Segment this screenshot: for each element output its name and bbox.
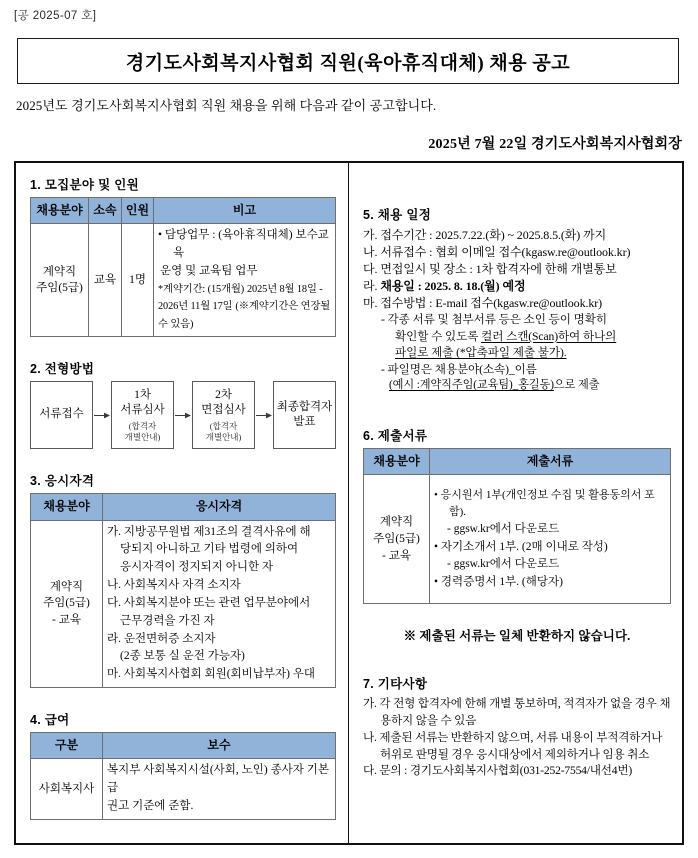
schedule-item-a-label: 가.	[363, 228, 378, 242]
section-1-heading: 1. 모집분야 및 인원	[30, 178, 139, 192]
pay-line-1: 복지부 사회복지시설(사회, 노인) 종사자 기본급	[107, 764, 329, 795]
eligibility-item-d-cont: (2종 보통 실 운전 가능자)	[120, 650, 245, 663]
left-column	[16, 163, 348, 843]
schedule-item-e	[363, 295, 671, 312]
process-flowchart	[30, 381, 336, 449]
flow-step-2-sub2: 개별안내)	[124, 431, 161, 442]
field-line-3: - 교육	[382, 549, 411, 562]
section-5	[363, 205, 671, 394]
flow-step-document-review	[111, 381, 174, 449]
schedule-list	[363, 227, 671, 394]
note-line-1: • 담당업무 : (육아휴직대체) 보수교육	[158, 229, 329, 260]
flow-step-2-title: 1차	[134, 388, 151, 401]
schedule-item-d	[363, 278, 671, 295]
col-notes: 비고	[154, 198, 336, 224]
field-line-2: 주임(5급)	[43, 597, 90, 610]
return-notice: ※ 제출된 서류는 일체 반환하지 않습니다.	[403, 629, 631, 644]
document-item-1: • 응시원서 1부(개인정보 수집 및 활용동의서 포함).	[434, 488, 655, 518]
col-pay: 보수	[103, 732, 336, 758]
flow-step-3-line2: 면접심사	[201, 404, 246, 417]
table-row	[31, 520, 336, 687]
schedule-sub-5-underlined: (예시 :계약직주임(교육팀)_홍길동)	[389, 378, 554, 391]
col-field: 채용분야	[31, 198, 89, 224]
col-field: 채용분야	[31, 494, 103, 520]
eligibility-item-c: 다. 사회복지분야 또는 관련 업무분야에서	[107, 596, 311, 609]
document-item-1-sub: - ggsw.kr에서 다운로드	[447, 522, 560, 535]
other-matters-list	[363, 696, 671, 780]
eligibility-item-b: 나. 사회복지사 자격 소지자	[107, 579, 241, 592]
cell-category: 사회복지사	[31, 759, 103, 819]
other-item-a: 가. 각 전형 합격자에 한해 개별 통보하며, 적격자가 없을 경우 채용하지 않을 수 있음	[363, 697, 671, 728]
spacer	[30, 690, 336, 710]
document-item-2-sub: - ggsw.kr에서 다운로드	[447, 558, 560, 571]
schedule-sub-2-underlined: 컬러 스캔(Scan)하여 하나의	[481, 329, 617, 343]
arrow-right-icon-1	[93, 411, 111, 420]
eligibility-item-c-cont: 근무경력을 가진 자	[120, 614, 215, 627]
flow-step-3-sub2: 개별안내)	[205, 431, 242, 442]
schedule-sub-1: - 각종 서류 및 첨부서류 등은 소인 등이 명확히	[381, 313, 607, 327]
note-line-4: 2025년 8월 18일 - 2026년 11월 17일	[158, 283, 323, 313]
spacer	[30, 339, 336, 359]
field-line-2: 주임(5급)	[36, 282, 83, 295]
flow-step-final-result	[273, 381, 336, 449]
required-documents-table	[363, 448, 671, 604]
cell-eligibility	[103, 520, 336, 687]
schedule-item-d-label: 라.	[363, 279, 378, 294]
title-box	[17, 38, 679, 84]
recruitment-table	[30, 197, 336, 337]
flow-step-application	[30, 381, 93, 449]
cell-field	[364, 475, 430, 604]
document-item-3: • 경력증명서 1부. (해당자)	[434, 576, 563, 589]
schedule-item-c-label: 다.	[363, 262, 378, 277]
schedule-sub-2	[363, 329, 671, 345]
schedule-item-e-text: 접수방법 : E-mail 접수(kgasw.re@outlook.kr)	[380, 296, 603, 311]
schedule-sub-3	[363, 345, 671, 361]
schedule-item-e-label: 마.	[363, 296, 378, 311]
col-dept: 소속	[89, 198, 122, 224]
field-line-2: 주임(5급)	[373, 532, 420, 545]
issuer-line: 2025년 7월 22일 경기도사회복지사협회장	[428, 137, 682, 152]
col-documents: 제출서류	[430, 448, 671, 474]
field-line-1: 계약직	[49, 580, 84, 593]
flow-step-3-sub1: (합격자	[209, 420, 238, 431]
arrow-right-icon-2	[174, 411, 192, 420]
section-4	[30, 710, 336, 820]
flow-step-2-sub1: (합격자	[128, 420, 157, 431]
table-row	[364, 475, 671, 604]
schedule-item-c-text: 면접일시 및 장소 : 1차 합격자에 한해 개별통보	[380, 262, 617, 277]
other-item-b: 나. 제출된 서류는 반환하지 않으며, 서류 내용이 부적격하거나 허위로 판명될 경우 응시대상에서 제외하거나 임용 취소	[363, 730, 663, 761]
arrow-right-icon-3	[255, 411, 273, 420]
cell-pay	[103, 759, 336, 819]
table-header-row	[31, 494, 336, 520]
eligibility-item-e: 마. 사회복지사협회 회원(회비납부자) 우대	[107, 668, 316, 681]
table-header-row	[31, 732, 336, 758]
cell-field	[31, 520, 103, 687]
flow-step-1-title: 서류접수	[39, 408, 84, 421]
cell-notes	[154, 224, 336, 337]
section-1	[30, 175, 336, 337]
schedule-item-a	[363, 227, 671, 244]
schedule-item-a-text: 접수기간 : 2025.7.22.(화) ~ 2025.8.5.(화) 까지	[380, 228, 607, 242]
section-3	[30, 471, 336, 688]
flow-step-4-title: 최종합격자	[276, 400, 333, 413]
col-count: 인원	[122, 198, 154, 224]
schedule-item-b-text: 서류접수 : 협회 이메일 접수(kgasw.re@outlook.kr)	[380, 245, 631, 260]
eligibility-item-a: 가. 지방공무원법 제31조의 결격사유에 해	[107, 525, 311, 538]
col-eligibility: 응시자격	[103, 494, 336, 520]
field-line-1: 계약직	[379, 516, 414, 529]
eligibility-table	[30, 493, 336, 688]
col-category: 구분	[31, 732, 103, 758]
section-7	[363, 674, 671, 780]
cell-documents	[430, 475, 671, 604]
other-item-c: 다. 문의 : 경기도사회복지사협회(031-252-7554/내선4번)	[363, 764, 633, 778]
note-line-5: (※계약기간은 연장될 수 있음)	[158, 301, 331, 330]
intro-paragraph: 2025년도 경기도사회복지사협회 직원 채용을 위해 다음과 같이 공고합니다.	[16, 98, 437, 113]
schedule-sub-3-underlined: 파일로 제출 (*압축파일 제출 불가).	[395, 346, 567, 360]
schedule-item-b	[363, 244, 671, 261]
flow-step-interview	[192, 381, 255, 449]
schedule-sub-4: - 파일명은 채용분야(소속)_이름	[381, 362, 537, 376]
section-3-heading: 3. 응시자격	[30, 474, 95, 489]
flow-step-3-title: 2차	[215, 388, 232, 401]
document-number: [공 2025-07 호]	[14, 10, 97, 22]
table-header-row	[364, 448, 671, 474]
note-line-2: 운영 및 교육팀 업무	[160, 265, 258, 278]
cell-count: 1명	[122, 224, 154, 337]
flow-step-2-line2: 서류심사	[120, 404, 165, 417]
field-line-1: 계약직	[42, 265, 77, 278]
section-6	[363, 426, 671, 604]
section-5-heading: 5. 채용 일정	[363, 208, 432, 222]
section-6-heading: 6. 제출서류	[363, 428, 428, 443]
salary-table	[30, 732, 336, 820]
page-title: 경기도사회복지사협회 직원(육아휴직대체) 채용 공고	[125, 52, 571, 74]
eligibility-item-d: 라. 운전면허증 소지자	[107, 632, 216, 645]
schedule-item-b-label: 나.	[363, 245, 378, 260]
table-row	[31, 759, 336, 819]
content-frame	[14, 161, 684, 845]
schedule-sub-5	[363, 378, 671, 394]
eligibility-item-a-cont2: 응시자격이 정지되지 아니한 자	[120, 561, 274, 574]
spacer	[363, 396, 671, 426]
spacer	[30, 451, 336, 471]
schedule-item-d-text: 채용일 : 2025. 8. 18.(월) 예정	[380, 279, 526, 294]
cell-dept: 교육	[89, 224, 122, 337]
section-4-heading: 4. 급여	[30, 712, 70, 727]
section-2-heading: 2. 전형방법	[30, 362, 95, 377]
schedule-sub-5-plain: 으로 제출	[553, 378, 600, 391]
schedule-item-c	[363, 261, 671, 278]
table-header-row	[31, 198, 336, 224]
eligibility-item-a-cont1: 당되지 아니하고 기타 법령에 의하여	[120, 543, 299, 556]
cell-field	[31, 224, 89, 337]
pay-line-2: 권고 기준에 준함.	[107, 799, 194, 812]
section-2	[30, 359, 336, 449]
table-row	[31, 224, 336, 337]
document-item-2: • 자기소개서 1부. (2매 이내로 작성)	[434, 540, 608, 553]
schedule-sub-2-plain: 확인할 수 있도록	[395, 329, 482, 343]
section-7-heading: 7. 기타사항	[363, 677, 428, 692]
spacer	[363, 644, 671, 674]
flow-step-4-line2: 발표	[293, 416, 316, 429]
field-line-3: - 교육	[52, 614, 81, 627]
note-line-3: *계약기간: (15개월)	[158, 283, 245, 295]
col-field: 채용분야	[364, 448, 430, 474]
spacer	[363, 175, 671, 205]
right-column	[349, 163, 681, 843]
